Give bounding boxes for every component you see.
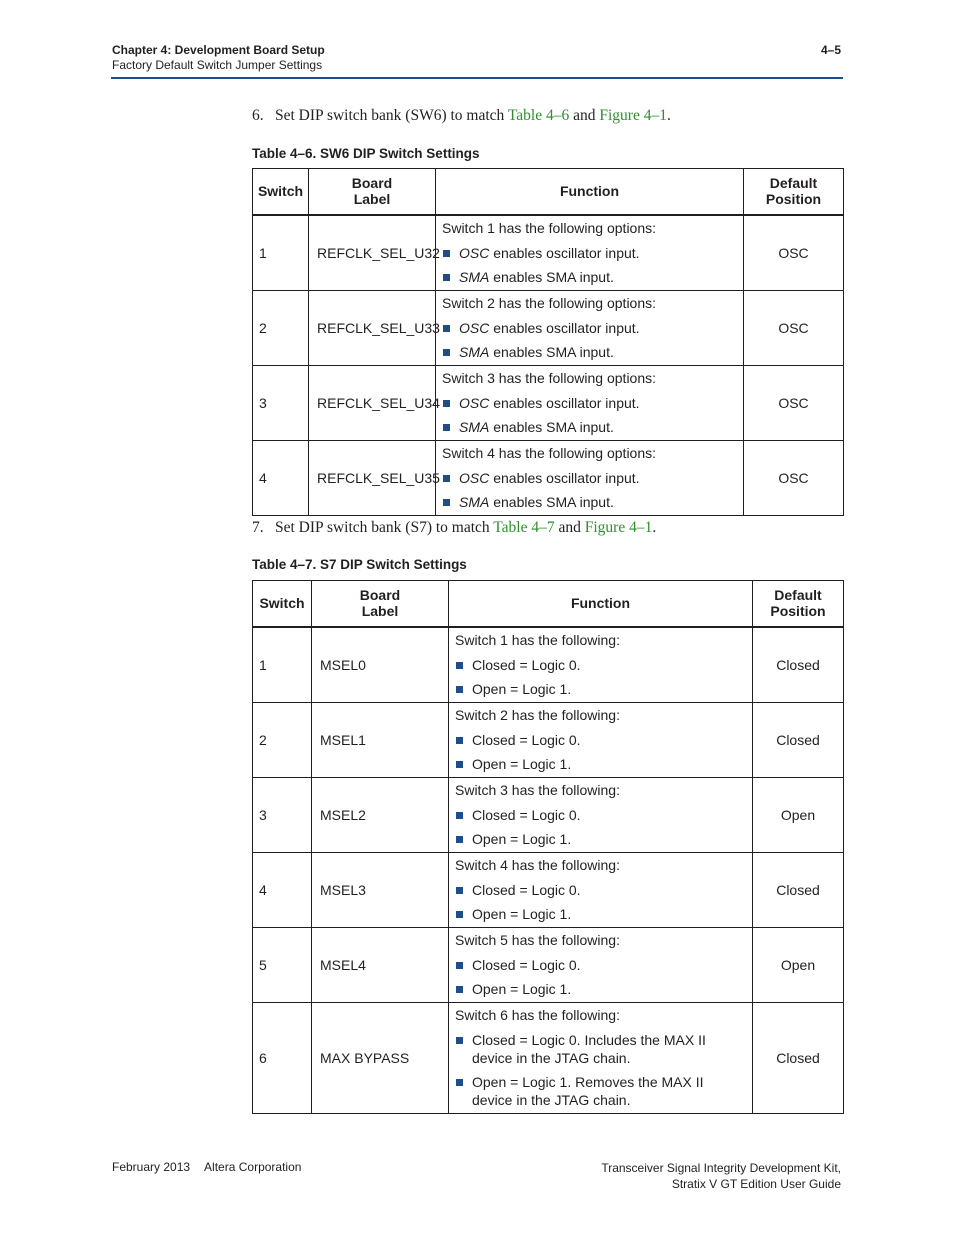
- option-text: Closed = Logic 0.: [472, 656, 581, 673]
- option-description: enables oscillator input.: [489, 244, 640, 261]
- default-position-cell: Closed: [753, 1002, 844, 1113]
- option-description: enables SMA input.: [489, 268, 614, 285]
- column-header-function: Function: [449, 581, 753, 627]
- table-4-7-link[interactable]: Table 4–7: [493, 519, 555, 536]
- option-text: Open = Logic 1.: [472, 905, 572, 922]
- sw6-settings-table: [252, 168, 844, 516]
- option-item: [455, 731, 746, 749]
- function-cell: [436, 215, 744, 291]
- figure-4-1-link[interactable]: Figure 4–1: [599, 107, 667, 124]
- option-text: Closed = Logic 0.: [472, 806, 581, 823]
- table-caption: Table 4–7. S7 DIP Switch Settings: [252, 557, 467, 572]
- table-4-6-link[interactable]: Table 4–6: [507, 107, 570, 124]
- option-value: OSC: [459, 394, 490, 411]
- option-item: [442, 244, 737, 262]
- table-header-row: [253, 169, 844, 215]
- board-label-cell: MSEL1: [312, 702, 449, 777]
- page-number: 4–5: [820, 43, 841, 57]
- default-position-cell: Closed: [753, 702, 844, 777]
- square-bullet-icon: [443, 424, 450, 431]
- function-intro: Switch 1 has the following:: [455, 631, 620, 648]
- option-list: [442, 319, 737, 361]
- option-text: Open = Logic 1.: [472, 980, 572, 997]
- square-bullet-icon: [443, 499, 450, 506]
- table-row: [253, 365, 844, 440]
- switch-number-cell: 2: [253, 702, 312, 777]
- option-text: Closed = Logic 0.: [472, 881, 581, 898]
- option-item: [442, 319, 737, 337]
- function-cell: [449, 1002, 753, 1113]
- board-label-cell: MSEL4: [312, 927, 449, 1002]
- option-value: SMA: [459, 418, 490, 435]
- square-bullet-icon: [456, 761, 463, 768]
- board-label-cell: MSEL2: [312, 777, 449, 852]
- option-item: [455, 980, 746, 998]
- square-bullet-icon: [456, 686, 463, 693]
- board-label-cell: REFCLK_SEL_U32: [309, 215, 436, 291]
- footer-company: Altera Corporation: [204, 1160, 302, 1174]
- column-header-board-label: Board Label: [312, 581, 449, 627]
- function-intro: Switch 1 has the following options:: [442, 219, 657, 236]
- s7-settings-table: [252, 580, 844, 1114]
- switch-number-cell: 1: [253, 215, 309, 291]
- default-position-cell: Open: [753, 927, 844, 1002]
- option-item: [455, 830, 746, 848]
- option-value: SMA: [459, 343, 490, 360]
- square-bullet-icon: [456, 737, 463, 744]
- option-description: enables SMA input.: [489, 418, 614, 435]
- function-cell: [449, 702, 753, 777]
- function-cell: [436, 365, 744, 440]
- square-bullet-icon: [456, 836, 463, 843]
- option-description: enables SMA input.: [489, 343, 614, 360]
- table-row: [253, 1002, 844, 1113]
- square-bullet-icon: [456, 662, 463, 669]
- square-bullet-icon: [456, 1079, 463, 1086]
- table-header-row: [253, 581, 844, 627]
- option-list: [455, 656, 746, 698]
- option-item: [455, 755, 746, 773]
- option-item: [455, 905, 746, 923]
- default-position-cell: OSC: [744, 290, 844, 365]
- step-text: .: [652, 519, 657, 536]
- function-intro: Switch 6 has the following:: [455, 1006, 620, 1023]
- option-text: Closed = Logic 0.: [472, 956, 581, 973]
- option-text: Open = Logic 1. Removes the MAX II device in the JTAG chain.: [472, 1073, 704, 1108]
- option-value: SMA: [459, 493, 490, 510]
- column-header-switch: Switch: [253, 581, 312, 627]
- option-item: [442, 268, 737, 286]
- square-bullet-icon: [456, 887, 463, 894]
- option-value: OSC: [459, 319, 490, 336]
- square-bullet-icon: [443, 274, 450, 281]
- default-position-cell: Open: [753, 777, 844, 852]
- option-description: enables oscillator input.: [489, 319, 640, 336]
- table-row: [253, 927, 844, 1002]
- option-text: Open = Logic 1.: [472, 680, 572, 697]
- switch-number-cell: 4: [253, 440, 309, 515]
- option-text: Closed = Logic 0. Includes the MAX II device in the JTAG chain.: [472, 1031, 706, 1066]
- default-position-cell: OSC: [744, 365, 844, 440]
- function-intro: Switch 4 has the following options:: [442, 444, 657, 461]
- step-number: 6.: [252, 107, 264, 124]
- switch-number-cell: 4: [253, 852, 312, 927]
- board-label-cell: MSEL0: [312, 627, 449, 703]
- footer-doc-subtitle: Stratix V GT Edition User Guide: [671, 1177, 841, 1191]
- step-6: [252, 107, 671, 125]
- option-text: Closed = Logic 0.: [472, 731, 581, 748]
- table-caption: Table 4–6. SW6 DIP Switch Settings: [252, 146, 480, 161]
- option-item: [442, 343, 737, 361]
- table-row: [253, 440, 844, 515]
- board-label-cell: MAX BYPASS: [312, 1002, 449, 1113]
- switch-number-cell: 2: [253, 290, 309, 365]
- footer-right: [601, 1160, 841, 1192]
- square-bullet-icon: [443, 349, 450, 356]
- option-description: enables oscillator input.: [489, 469, 640, 486]
- square-bullet-icon: [443, 475, 450, 482]
- column-header-switch: Switch: [253, 169, 309, 215]
- option-item: [455, 956, 746, 974]
- running-header: [112, 43, 325, 73]
- option-list: [455, 956, 746, 998]
- option-item: [455, 1073, 746, 1109]
- option-list: [442, 244, 737, 286]
- default-position-cell: Closed: [753, 627, 844, 703]
- option-item: [442, 418, 737, 436]
- switch-number-cell: 3: [253, 365, 309, 440]
- switch-number-cell: 5: [253, 927, 312, 1002]
- step-number: 7.: [252, 519, 264, 536]
- function-intro: Switch 3 has the following:: [455, 781, 620, 798]
- option-item: [442, 394, 737, 412]
- default-position-cell: OSC: [744, 215, 844, 291]
- step-text: and: [554, 519, 585, 536]
- option-list: [455, 1031, 746, 1109]
- table-row: [253, 627, 844, 703]
- column-header-board-label: Board Label: [309, 169, 436, 215]
- option-item: [455, 806, 746, 824]
- function-cell: [449, 627, 753, 703]
- step-text: and: [569, 107, 600, 124]
- option-value: SMA: [459, 268, 490, 285]
- column-header-default-position: Default Position: [753, 581, 844, 627]
- default-position-cell: Closed: [753, 852, 844, 927]
- footer-left: [112, 1160, 301, 1174]
- option-value: OSC: [459, 244, 490, 261]
- function-intro: Switch 2 has the following options:: [442, 294, 657, 311]
- chapter-title: Chapter 4: Development Board Setup: [112, 43, 325, 57]
- option-text: Open = Logic 1.: [472, 755, 572, 772]
- column-header-function: Function: [436, 169, 744, 215]
- switch-number-cell: 3: [253, 777, 312, 852]
- table-row: [253, 290, 844, 365]
- board-label-cell: REFCLK_SEL_U34: [309, 365, 436, 440]
- square-bullet-icon: [456, 812, 463, 819]
- header-rule: [111, 77, 843, 79]
- option-list: [455, 881, 746, 923]
- board-label-cell: REFCLK_SEL_U35: [309, 440, 436, 515]
- board-label-cell: REFCLK_SEL_U33: [309, 290, 436, 365]
- option-item: [455, 680, 746, 698]
- board-label-cell: MSEL3: [312, 852, 449, 927]
- option-list: [442, 469, 737, 511]
- square-bullet-icon: [456, 986, 463, 993]
- function-cell: [436, 440, 744, 515]
- switch-number-cell: 6: [253, 1002, 312, 1113]
- footer-date: February 2013: [112, 1160, 191, 1174]
- table-row: [253, 852, 844, 927]
- table-row: [253, 215, 844, 291]
- function-intro: Switch 2 has the following:: [455, 706, 620, 723]
- option-text: Open = Logic 1.: [472, 830, 572, 847]
- option-item: [455, 656, 746, 674]
- table-row: [253, 702, 844, 777]
- step-text: .: [666, 107, 671, 124]
- switch-number-cell: 1: [253, 627, 312, 703]
- section-title: Factory Default Switch Jumper Settings: [112, 58, 323, 72]
- option-description: enables oscillator input.: [489, 394, 640, 411]
- figure-4-1-link[interactable]: Figure 4–1: [584, 519, 653, 536]
- default-position-cell: OSC: [744, 440, 844, 515]
- square-bullet-icon: [443, 250, 450, 257]
- option-description: enables SMA input.: [489, 493, 614, 510]
- function-intro: Switch 4 has the following:: [455, 856, 620, 873]
- function-cell: [449, 852, 753, 927]
- footer-doc-title: Transceiver Signal Integrity Development Kit,: [601, 1161, 841, 1175]
- step-text: Set DIP switch bank (S7) to match: [275, 519, 494, 536]
- square-bullet-icon: [456, 962, 463, 969]
- square-bullet-icon: [443, 325, 450, 332]
- function-cell: [449, 927, 753, 1002]
- option-item: [442, 469, 737, 487]
- step-7: [252, 519, 656, 537]
- option-value: OSC: [459, 469, 490, 486]
- table-row: [253, 777, 844, 852]
- square-bullet-icon: [456, 1037, 463, 1044]
- option-item: [442, 493, 737, 511]
- column-header-default-position: Default Position: [744, 169, 844, 215]
- square-bullet-icon: [456, 911, 463, 918]
- step-text: Set DIP switch bank (SW6) to match: [275, 107, 508, 124]
- function-cell: [436, 290, 744, 365]
- function-intro: Switch 5 has the following:: [455, 931, 620, 948]
- square-bullet-icon: [443, 400, 450, 407]
- option-item: [455, 881, 746, 899]
- option-list: [442, 394, 737, 436]
- option-item: [455, 1031, 746, 1067]
- function-cell: [449, 777, 753, 852]
- option-list: [455, 806, 746, 848]
- function-intro: Switch 3 has the following options:: [442, 369, 657, 386]
- option-list: [455, 731, 746, 773]
